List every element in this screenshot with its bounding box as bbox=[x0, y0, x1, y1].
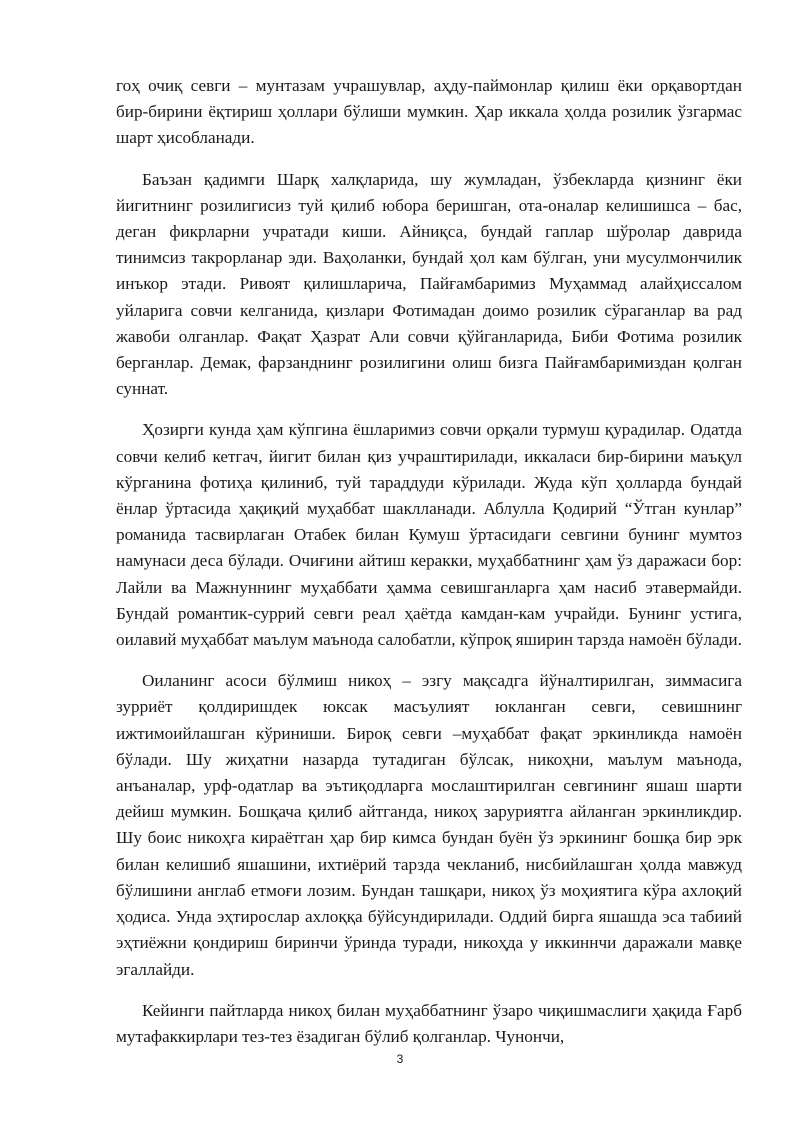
paragraph-5: Кейинги пайтларда никоҳ билан муҳаббатнинг ўзаро чиқишмаслиги ҳақида Ғарб мутафаккирлари тез-тез ёзадиган бўлиб қолганлар. Чунончи, bbox=[116, 1000, 742, 1046]
page-number: 3 bbox=[396, 1052, 404, 1066]
paragraph-1: гоҳ очиқ севги – мунтазам учрашувлар, аҳду-паймонлар қилиш ёки орқавортдан бир-бирини ёқтириш ҳоллари бўлиши мумкин. Ҳар иккала ҳолда розилик ўзгармас шарт ҳисобланади. bbox=[116, 76, 742, 148]
paragraph-3: Ҳозирги кунда ҳам кўпгина ёшларимиз совчи орқали турмуш қурадилар. Одатда совчи келиб кетгач, йигит билан қиз учраштирилади, иккаласи бир-бирини маъқул кўрганина фотиҳа қилиниб, туй тараддуди кўрилади. Жуда кўп ҳолларда бундай ёнлар ўртасида ҳақиқий муҳаббат шаклланади. Аблулла Қодирий “Ўтган кунлар” романида тасвирлаган Отабек билан Кумуш ўртасидаги севгини бунинг мумтоз намунаси деса бўлади. Очиғини айтиш керакки, муҳаббатнинг ҳам ўз даражаси бор: Лайли ва Мажнуннинг муҳаббати ҳамма севишганларга ҳам насиб этавермайди. Бундай романтик-суррий севги реал ҳаётда камдан-кам учрайди. Бунинг устига, оилавий муҳаббат маълум маънода салобатли, кўпроқ яширин тарзда намоён бўлади. bbox=[116, 420, 742, 650]
document-body bbox=[116, 73, 742, 1065]
paragraph-2: Баъзан қадимги Шарқ халқларида, шу жумладан, ўзбекларда қизнинг ёки йигитнинг розилигисиз туй қилиб юбора беришган, ота-оналар келишишса – бас, деган фикрларни учратади киши. Айниқса, бундай гаплар шўролар даврида тинимсиз такрорланар эди. Ваҳоланки, бундай ҳол кам бўлган, уни мусулмончилик инъкор этади. Ривоят қилишларича, Пайғамбаримиз Муҳаммад алайҳиссалом уйларига совчи келганида, қизлари Фотимадан доимо розилик сўраганлар ва рад жавоби олганлар. Фақат Ҳазрат Али совчи қўйганларида, Биби Фотима розилик берганлар. Демак, фарзанднинг розилигини олиш бизга Пайғамбаримиздан қолган суннат. bbox=[116, 169, 742, 399]
paragraph-4: Оиланинг асоси бўлмиш никоҳ – эзгу мақсадга йўналтирилган, зиммасига зурриёт қолдиришдек юксак масъулият юкланган севги, севишнинг ижтимоийлашган кўриниши. Бироқ севги –муҳаббат фақат эркинликда намоён бўлади. Шу жиҳатни назарда тутадиган бўлсак, никоҳни, маълум маънода, анъаналар, урф-одатлар ва эътиқодларга мослаштирилган севгининг яшаш шарти дейиш мумкин. Бошқача қилиб айтганда, никоҳ заруриятга айланган эркинликдир. Шу боис никоҳга кираётган ҳар бир кимса бундан буён ўз эркининг бошқа бир эрк билан келишиб яшашини, ихтиёрий тарзда чекланиб, нисбийлашган ҳолда мавжуд бўлишини англаб етмоғи лозим. Бундан ташқари, никоҳ ўз моҳиятига кўра ахлоқий ҳодиса. Унда эҳтирослар ахлоққа бўйсундирилади. Оддий бирга яшашда эса табиий эҳтиёжни қондириш биринчи ўринда туради, никоҳда у иккиннчи даражали мавқе эгаллайди. bbox=[116, 671, 742, 979]
